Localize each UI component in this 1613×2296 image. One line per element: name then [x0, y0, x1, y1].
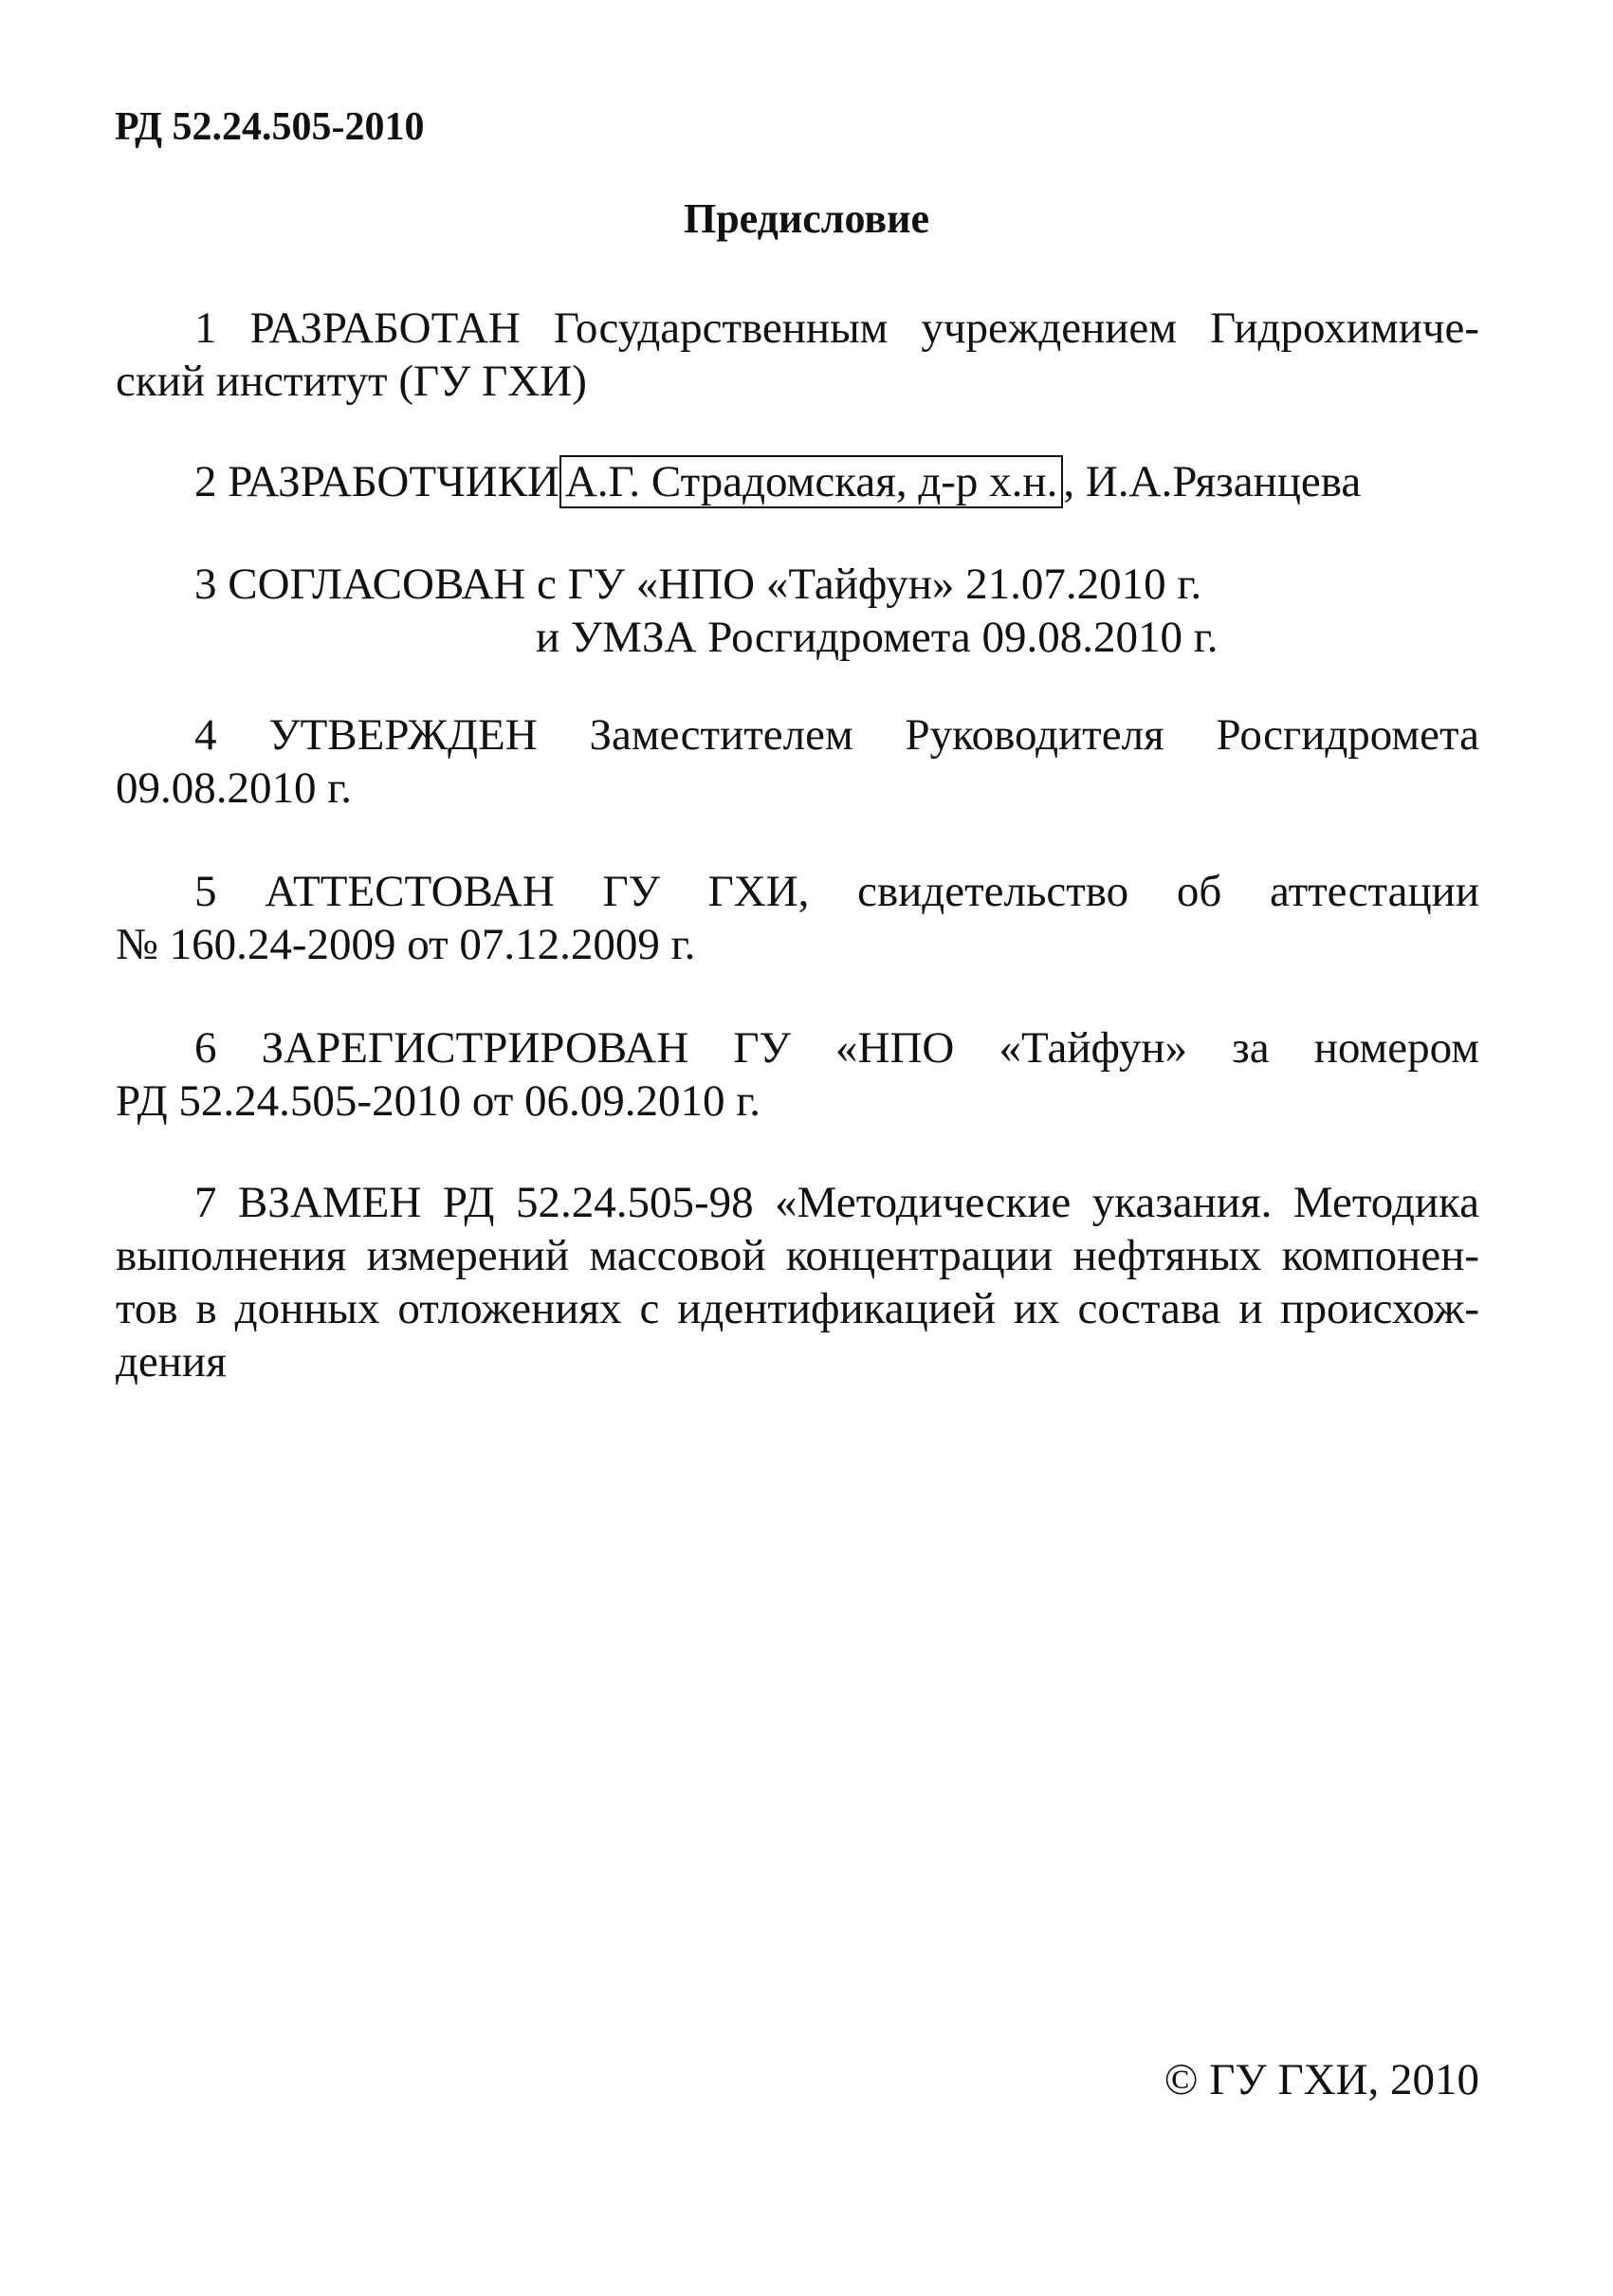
item-3-line-2: и УМЗА Росгидромета 09.08.2010 г.: [536, 613, 1219, 662]
item-3-line-1: 3 СОГЛАСОВАН с ГУ «НПО «Тайфун» 21.07.2010 г.: [194, 560, 1202, 609]
item-7-line-4: дения: [116, 1337, 227, 1387]
item-1-line-2: ский институт (ГУ ГХИ): [116, 357, 587, 406]
item-7-line-3: тов в донных отложениях с идентификацией их состава и происхож-: [116, 1284, 1479, 1333]
page-title: Предисловие: [683, 195, 929, 242]
item-7-line-1: 7 ВЗАМЕН РД 52.24.505-98 «Методические указания. Методика: [194, 1178, 1479, 1227]
item-5-line-2: № 160.24-2009 от 07.12.2009 г.: [116, 920, 696, 969]
item-2-boxed-name: А.Г. Страдомская, д-р х.н.: [559, 455, 1063, 508]
item-5-line-1: 5 АТТЕСТОВАН ГУ ГХИ, свидетельство об аттестации: [194, 867, 1479, 916]
item-6-line-2: РД 52.24.505-2010 от 06.09.2010 г.: [116, 1076, 761, 1126]
item-1-line-1: 1 РАЗРАБОТАН Государственным учреждением Гидрохимиче-: [194, 303, 1479, 353]
item-2-prefix: 2 РАЗРАБОТЧИКИ: [194, 457, 559, 506]
item-4-line-2: 09.08.2010 г.: [116, 763, 352, 813]
item-4-line-1: 4 УТВЕРЖДЕН Заместителем Руководителя Росгидромета: [194, 710, 1479, 760]
item-7-line-2: выполнения измерений массовой концентрации нефтяных компонен-: [116, 1231, 1479, 1280]
item-2-line: [194, 455, 1361, 508]
item-6-line-1: 6 ЗАРЕГИСТРИРОВАН ГУ «НПО «Тайфун» за номером: [194, 1023, 1479, 1073]
copyright-notice: © ГУ ГХИ, 2010: [1164, 2055, 1479, 2104]
item-2-suffix: , И.А.Рязанцева: [1063, 457, 1362, 506]
document-code: РД 52.24.505-2010: [115, 105, 425, 149]
